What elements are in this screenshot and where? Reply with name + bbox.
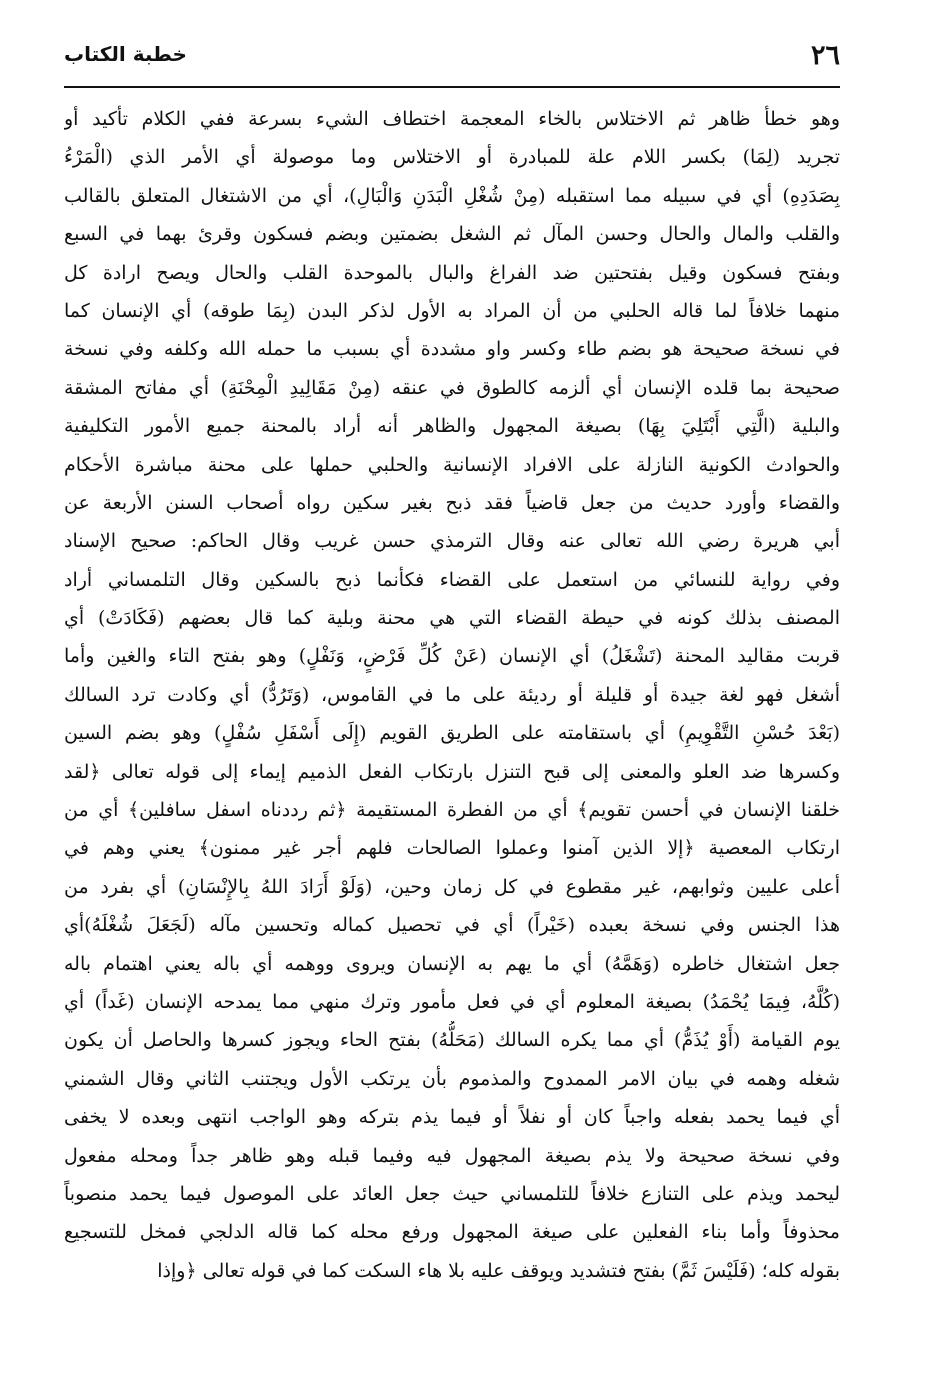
text-line: تجريد (لِمَا) بكسر اللام علة للمبادرة أو الاختلاس وما موصولة أي الأمر الذي (الْمَرْءُ bbox=[64, 146, 840, 169]
body-text bbox=[64, 100, 840, 1290]
text-line: والبلية (الَّتِي أَبْتَلِيَ بِهَا) بصيغة المجهول والظاهر أنه أراد بالمحنة جميع الأمور التكليفية bbox=[64, 415, 840, 438]
text-line: والقلب والمال والحال وحسن المآل ثم الشغل بضمتين وبضم فسكون وقرئ بهما في السبع bbox=[64, 223, 840, 246]
text-line: (بَعْدَ حُسْنِ التَّقْوِيمِ) أي باستقامته على الطريق القويم (إِلَى أَسْفَلِ سُفْلٍ) وهو بضم السين bbox=[64, 722, 840, 745]
text-line: وكسرها ضد العلو والمعنى إلى قبح التنزل بارتكاب الفعل الذميم إيماء إلى قوله تعالى ﴿لقد bbox=[64, 760, 840, 783]
text-line: في نسخة صحيحة هو بضم طاء وكسر واو مشددة أي بسبب ما حمله الله وكلفه وفي نسخة bbox=[64, 338, 840, 361]
text-line: (كُلَّهُ، فِيمَا يُحْمَدُ) بصيغة المعلوم أي في فعل مأمور وترك منهي مما يمدحه الإنسان (غَداً) أي bbox=[64, 990, 840, 1013]
text-line: بقوله كله؛ (فَلَيْسَ ثَمَّ) بفتح فتشديد ويوقف عليه بلا هاء السكت كما في قوله تعالى ﴿وإذا bbox=[157, 1259, 840, 1282]
text-line: يوم القيامة (أَوْ يُذَمُّ) أي مما يكره السالك (مَحَلُّهُ) بفتح الحاء ويجوز كسرها والحاصل أن يكون bbox=[64, 1029, 840, 1052]
text-line: قربت مقاليد المحنة (تَشْغَلُ) أي الإنسان (عَنْ كُلِّ فَرْضٍ، وَنَفْلٍ) وهو بفتح التاء والغين وأما bbox=[64, 645, 840, 668]
text-line: أشغل فهو لغة جيدة أو قليلة أو رديئة على ما في القاموس، (وَتَرُدُّ) أي وكادت ترد السالك bbox=[64, 683, 840, 706]
header-rule bbox=[64, 86, 840, 88]
text-line: جعل اشتغال خاطره (وَهَمَّهُ) أي ما يهم به الإنسان ويروى ووهمه أي باله يعني اهتمام باله bbox=[64, 952, 840, 975]
text-line: أعلى عليين وثوابهم، غير مقطوع في كل زمان وحين، (وَلَوْ أَرَادَ اللهُ بِالإِنْسَانِ) أي بفرد من bbox=[64, 875, 840, 898]
page-header bbox=[64, 38, 840, 82]
running-title: خطبة الكتاب bbox=[64, 42, 187, 66]
text-line: ارتكاب المعصية ﴿إلا الذين آمنوا وعملوا الصالحات فلهم أجر غير ممنون﴾ يعني وهم في bbox=[64, 837, 840, 860]
text-line: محذوفاً وأما بناء الفعلين على صيغة المجهول ورفع محله كما قاله الدلجي فمخل للتسجيع bbox=[64, 1221, 840, 1244]
text-line: وبفتح فسكون وقيل بفتحتين ضد الفراغ والبال بالموحدة القلب والحال ويصح ارادة كل bbox=[64, 261, 840, 284]
text-line: منهما خلافاً لما قاله الحلبي من أن المراد به الأول لذكر البدن (بِمَا طوقه) أي الإنسان كما bbox=[64, 299, 840, 322]
text-line: والقضاء وأورد حديث من جعل قاضياً فقد ذبح بغير سكين رواه أصحاب السنن الأربعة عن bbox=[64, 491, 840, 514]
text-line: شغله وهمه في بيان الامر الممدوح والمذموم بأن يرتكب الأول ويجتنب الثاني وقال الشمني bbox=[64, 1067, 840, 1090]
text-line: وفي نسخة صحيحة ولا يذم بصيغة المجهول فيه وفيما قبله وهو ظاهر جداً ومحله مفعول bbox=[64, 1144, 840, 1167]
text-line: بِصَدَدِهِ) أي في سبيله مما استقبله (مِنْ شُغْلِ الْبَدَنِ وَالْبَالِ)، أي من الاشتغال المتعلق بالقالب bbox=[64, 184, 840, 207]
text-line: أبي هريرة رضي الله تعالى عنه وقال الترمذي حسن غريب وقال الحاكم: صحيح الإسناد bbox=[64, 530, 840, 553]
page-number: ٢٦ bbox=[810, 40, 840, 71]
text-line: وهو خطأ ظاهر ثم الاختلاس بالخاء المعجمة اختطاف الشيء بسرعة ففي الكلام تأكيد أو bbox=[64, 108, 840, 130]
text-line: هذا الجنس وفي نسخة بعبده (خَيْراً) أي في تحصيل كماله وتحسين مآله (لَجَعَلَ شُغْلَهُ)أي bbox=[64, 914, 840, 937]
text-line: أي فيما يحمد بفعله واجباً كان أو نفلاً أو فيما يذم بتركه وهو الواجب انتهى وبعده لا يخفى bbox=[64, 1106, 840, 1129]
text-line: ليحمد ويذم على التنازع خلافاً للتلمساني حيث جعل العائد على الموصول فيما يحمد منصوباً bbox=[64, 1182, 840, 1205]
text-line: وفي رواية للنسائي من استعمل على القضاء فكأنما ذبح بالسكين وقال التلمساني أراد bbox=[64, 568, 840, 591]
text-line: صحيحة بما قلده الإنسان أي ألزمه كالطوق في عنقه (مِنْ مَقَالِيدِ الْمِحْنَةِ) أي مفاتح المشقة bbox=[64, 376, 840, 399]
text-line: المصنف بذلك كونه في حيطة القضاء التي هي محنة وبلية كما قال بعضهم (فَكَادَتْ) أي bbox=[64, 607, 840, 630]
text-line: خلقنا الإنسان في أحسن تقويم﴾ أي من الفطرة المستقيمة ﴿ثم رددناه اسفل سافلين﴾ أي من bbox=[64, 799, 840, 822]
text-line: والحوادث الكونية النازلة على الافراد الإنسانية والحلبي حملها على محنة مباشرة الأحكام bbox=[64, 453, 840, 476]
